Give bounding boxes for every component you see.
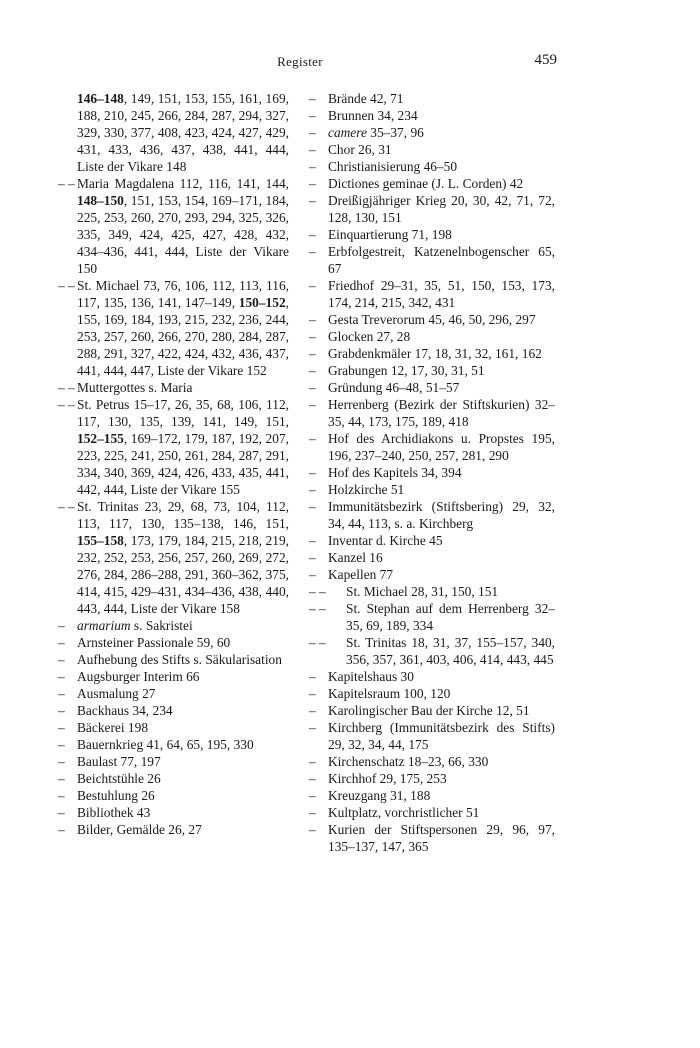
entry-text: Bestuhlung 26 (77, 788, 155, 803)
entry-dash: – (309, 108, 316, 123)
entry-text: Kapitelshaus 30 (328, 669, 414, 684)
index-entry (309, 345, 555, 362)
entry-dash: – (58, 652, 65, 667)
entry-dash: – (309, 244, 316, 259)
entry-dash: – (309, 754, 316, 769)
entry-text: Gründung 46–48, 51–57 (328, 380, 460, 395)
page-number: 459 (534, 52, 557, 68)
entry-dash: – (309, 788, 316, 803)
index-entry (58, 787, 289, 804)
entry-text: Einquartierung 71, 198 (328, 227, 452, 242)
entry-main-pages: 146–148 (77, 91, 124, 106)
entry-dash: – (58, 737, 65, 752)
index-entry (309, 226, 555, 243)
index-entry (309, 362, 555, 379)
index-entry (58, 753, 289, 770)
index-entry (309, 821, 555, 855)
entry-dash: – (309, 567, 316, 582)
index-entry (309, 379, 555, 396)
index-entry (309, 719, 555, 753)
entry-dash: – (309, 482, 316, 497)
index-entry (58, 770, 289, 787)
entry-text: St. Trinitas 23, 29, 68, 73, 104, 112, 113, 117, 130, 135–138, 146, 151, (77, 499, 289, 531)
index-entry (309, 770, 555, 787)
index-entry (309, 90, 555, 107)
entry-text: Baulast 77, 197 (77, 754, 161, 769)
entry-main-pages: 148–150 (77, 193, 124, 208)
entry-dash: – (309, 431, 316, 446)
entry-dash: – (309, 193, 316, 208)
index-entry (58, 379, 289, 396)
entry-main-pages: 155–158 (77, 533, 124, 548)
entry-dash: – (58, 805, 65, 820)
entry-dash: – (309, 465, 316, 480)
entry-text: , 155, 169, 184, 193, 215, 232, 236, 244, 253, 257, 260, 266, 270, 280, 284, 287, 288, 291, 327, 422, 424, 432, 436, 437, 441, 444, 447, Liste der Vikare 152 (77, 295, 289, 378)
entry-text: , 151, 153, 154, 169–171, 184, 225, 253, 260, 270, 293, 294, 325, 326, 335, 349, 424, 425, 427, 428, 432, 434–436, 441, 444, Liste der Vikare 150 (77, 193, 289, 276)
index-entry (309, 311, 555, 328)
index-entry (309, 753, 555, 770)
entry-dash: – (309, 686, 316, 701)
entry-text: Brände 42, 71 (328, 91, 404, 106)
entry-dash: – (309, 312, 316, 327)
entry-text: Kultplatz, vorchristlicher 51 (328, 805, 480, 820)
entry-dash: – (309, 550, 316, 565)
index-entry (309, 328, 555, 345)
entry-text: Kirchenschatz 18–23, 66, 330 (328, 754, 489, 769)
index-entry (309, 804, 555, 821)
index-entry (309, 685, 555, 702)
index-entry (58, 804, 289, 821)
entry-text: Kapitelsraum 100, 120 (328, 686, 451, 701)
index-entry (309, 396, 555, 430)
index-entry (309, 634, 555, 668)
entry-dash: – (309, 329, 316, 344)
entry-dash: – (58, 822, 65, 837)
index-entry (309, 549, 555, 566)
index-entry (309, 158, 555, 175)
entry-text: Holzkirche 51 (328, 482, 405, 497)
entry-latin-term: camere (328, 125, 367, 140)
index-column-right (309, 90, 555, 855)
entry-text: Hof des Archidiakons u. Propstes 195, 196, 237–240, 250, 257, 281, 290 (328, 431, 555, 463)
index-entry (58, 651, 289, 668)
entry-dash: – (309, 346, 316, 361)
entry-dash: – (309, 822, 316, 837)
entry-dash: – – (309, 635, 326, 650)
entry-text: 35–37, 96 (366, 125, 424, 140)
entry-dash: – (58, 635, 65, 650)
entry-text: Kanzel 16 (328, 550, 383, 565)
index-entry (58, 634, 289, 651)
index-entry (58, 90, 289, 175)
entry-dash: – (309, 720, 316, 735)
entry-text: Christianisierung 46–50 (328, 159, 458, 174)
index-entry (309, 787, 555, 804)
entry-dash: – (309, 533, 316, 548)
entry-text: St. Michael 28, 31, 150, 151 (346, 584, 499, 599)
entry-latin-term: armarium (77, 618, 131, 633)
entry-dash: – (58, 720, 65, 735)
entry-text: Kapellen 77 (328, 567, 394, 582)
index-entry (309, 243, 555, 277)
entry-text: Gesta Treverorum 45, 46, 50, 296, 297 (328, 312, 536, 327)
index-entry (309, 532, 555, 549)
entry-text: Kirchberg (Immunitätsbezirk des Stifts) 29, 32, 34, 44, 175 (328, 720, 555, 752)
entry-text: Kreuzgang 31, 188 (328, 788, 431, 803)
entry-text: Bilder, Gemälde 26, 27 (77, 822, 202, 837)
entry-dash: – (309, 91, 316, 106)
entry-text: Erbfolgestreit, Katzenelnbogenscher 65, 67 (328, 244, 555, 276)
entry-text: Hof des Kapitels 34, 394 (328, 465, 462, 480)
entry-dash: – (309, 142, 316, 157)
entry-dash: – (58, 686, 65, 701)
index-entry (309, 464, 555, 481)
entry-dash: – – (309, 601, 326, 616)
index-entry (58, 668, 289, 685)
index-entry (58, 617, 289, 634)
entry-text: St. Michael 73, 76, 106, 112, 113, 116, 117, 135, 136, 141, 147–149, (77, 278, 289, 310)
entry-dash: – (309, 703, 316, 718)
entry-dash: – (309, 176, 316, 191)
index-entry (58, 719, 289, 736)
entry-dash: – – (309, 584, 326, 599)
page-header-title: Register (277, 54, 323, 69)
entry-dash: – – (58, 176, 75, 191)
entry-dash: – – (58, 380, 75, 395)
entry-text: Immunitätsbezirk (Stiftsbering) 29, 32, 34, 44, 113, s. a. Kirchberg (328, 499, 555, 531)
entry-text: St. Petrus 15–17, 26, 35, 68, 106, 112, 117, 130, 135, 139, 141, 149, 151, (77, 397, 289, 429)
index-entry (309, 702, 555, 719)
index-entry (58, 702, 289, 719)
entry-dash: – (309, 363, 316, 378)
entry-text: Karolingischer Bau der Kirche 12, 51 (328, 703, 530, 718)
index-entry (309, 175, 555, 192)
entry-text: , 173, 179, 184, 215, 218, 219, 232, 252, 253, 256, 257, 260, 269, 272, 276, 284, 286–288, 291, 360–362, 375, 414, 415, 429–431, 434–436, 438, 440, 443, 444, Liste der Vikare 158 (77, 533, 289, 616)
running-head (0, 54, 700, 74)
entry-dash: – (309, 380, 316, 395)
index-entry (309, 600, 555, 634)
index-entry (309, 277, 555, 311)
entry-text: Beichtstühle 26 (77, 771, 161, 786)
entry-text: Bauernkrieg 41, 64, 65, 195, 330 (77, 737, 254, 752)
entry-dash: – (309, 227, 316, 242)
index-entry (309, 141, 555, 158)
index-entry (309, 430, 555, 464)
index-entry (58, 277, 289, 379)
entry-dash: – (309, 771, 316, 786)
index-entry (58, 175, 289, 277)
entry-dash: – (58, 618, 65, 633)
entry-text: Maria Magdalena 112, 116, 141, 144, (77, 176, 289, 191)
entry-text: Kirchhof 29, 175, 253 (328, 771, 447, 786)
entry-text: Muttergottes s. Maria (77, 380, 193, 395)
index-entry (309, 481, 555, 498)
index-column-left (58, 90, 289, 838)
entry-dash: – (58, 771, 65, 786)
index-entry (58, 396, 289, 498)
entry-main-pages: 150–152 (238, 295, 286, 310)
entry-dash: – (58, 669, 65, 684)
index-entry (58, 821, 289, 838)
entry-text: Bäckerei 198 (77, 720, 149, 735)
entry-text: Grabdenkmäler 17, 18, 31, 32, 161, 162 (328, 346, 542, 361)
index-entry (309, 124, 555, 141)
entry-text: Ausmalung 27 (77, 686, 156, 701)
index-entry (58, 498, 289, 617)
index-entry (58, 736, 289, 753)
entry-text: Glocken 27, 28 (328, 329, 411, 344)
entry-text: Brunnen 34, 234 (328, 108, 418, 123)
entry-text: Chor 26, 31 (328, 142, 392, 157)
entry-text: Aufhebung des Stifts s. Säkularisation (77, 652, 282, 667)
index-entry (309, 192, 555, 226)
entry-dash: – (309, 278, 316, 293)
entry-text: Dreißigjähriger Krieg 20, 30, 42, 71, 72, 128, 130, 151 (328, 193, 555, 225)
entry-dash: – (58, 703, 65, 718)
index-entry (309, 583, 555, 600)
entry-text: Arnsteiner Passionale 59, 60 (77, 635, 231, 650)
entry-text: Herrenberg (Bezirk der Stiftskurien) 32–35, 44, 173, 175, 189, 418 (328, 397, 555, 429)
entry-dash: – – (58, 499, 75, 514)
entry-text: , 169–172, 179, 187, 192, 207, 223, 225, 241, 250, 261, 284, 287, 291, 334, 340, 369, 424, 426, 433, 435, 441, 442, 444, Liste der Vikare 155 (77, 431, 289, 497)
entry-dash: – (309, 397, 316, 412)
entry-text: Inventar d. Kirche 45 (328, 533, 443, 548)
entry-text: Dictiones geminae (J. L. Corden) 42 (328, 176, 524, 191)
index-entry (58, 685, 289, 702)
entry-dash: – – (58, 278, 75, 293)
index-entry (309, 566, 555, 583)
entry-dash: – (309, 499, 316, 514)
entry-dash: – (58, 788, 65, 803)
entry-dash: – (309, 669, 316, 684)
entry-dash: – (58, 754, 65, 769)
entry-main-pages: 152–155 (77, 431, 124, 446)
entry-dash: – – (58, 397, 75, 412)
entry-text: St. Stephan auf dem Herrenberg 32–35, 69, 189, 334 (346, 601, 555, 633)
entry-text: , 149, 151, 153, 155, 161, 169, 188, 210, 245, 266, 284, 287, 294, 327, 329, 330, 377, 408, 423, 424, 427, 429, 431, 433, 436, 437, 438, 441, 444, Liste der Vikare 148 (77, 91, 289, 174)
entry-dash: – (309, 159, 316, 174)
entry-text: Augsburger Interim 66 (77, 669, 200, 684)
entry-dash: – (309, 125, 316, 140)
entry-text: Bibliothek 43 (77, 805, 151, 820)
index-entry (309, 668, 555, 685)
index-entry (309, 107, 555, 124)
entry-dash: – (309, 805, 316, 820)
index-entry (309, 498, 555, 532)
entry-text: Kurien der Stiftspersonen 29, 96, 97, 135–137, 147, 365 (328, 822, 555, 854)
entry-text: Backhaus 34, 234 (77, 703, 173, 718)
entry-text: Grabungen 12, 17, 30, 31, 51 (328, 363, 485, 378)
entry-text: St. Trinitas 18, 31, 37, 155–157, 340, 356, 357, 361, 403, 406, 414, 443, 445 (346, 635, 555, 667)
entry-text: Friedhof 29–31, 35, 51, 150, 153, 173, 174, 214, 215, 342, 431 (328, 278, 555, 310)
entry-text: s. Sakristei (130, 618, 193, 633)
